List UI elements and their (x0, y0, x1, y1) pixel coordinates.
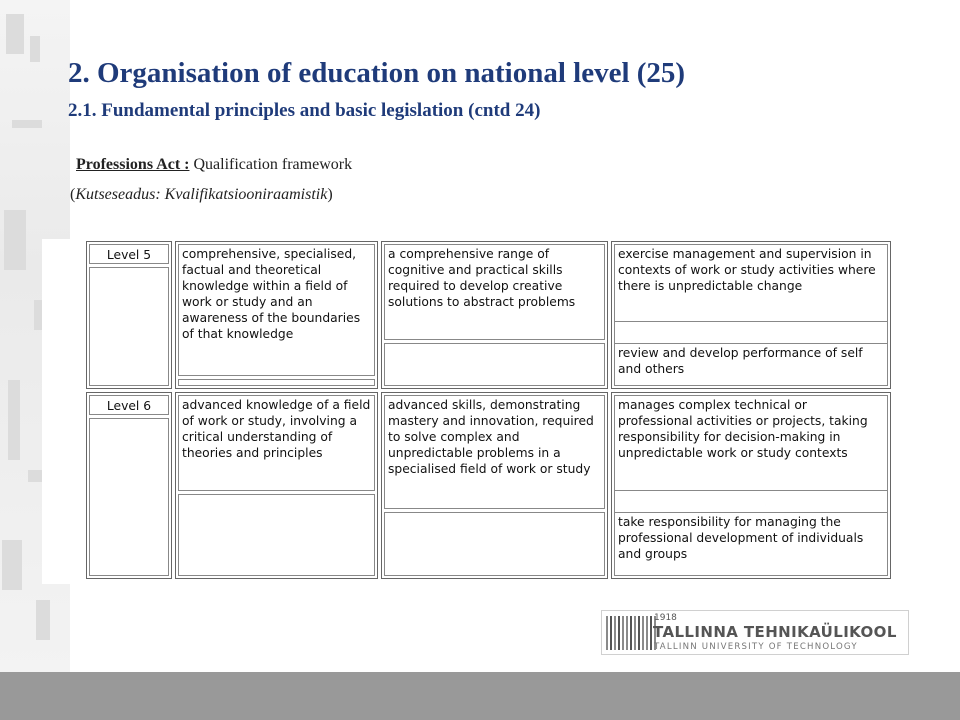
empty-cell (614, 491, 888, 513)
competence-column (611, 241, 891, 389)
qualification-framework-table (42, 239, 898, 584)
knowledge-cell: comprehensive, specialised, factual and theoretical knowledge within a field of work or study and an awareness of the boundaries of that knowledge (178, 244, 375, 376)
empty-cell (614, 322, 888, 344)
empty-cell (89, 267, 169, 386)
original-title: Kutseseadus: Kvalifikatsiooniraamistik (75, 186, 328, 203)
university-logo (601, 610, 909, 655)
empty-cell (178, 379, 375, 386)
act-label: Professions Act : (76, 156, 190, 173)
level-6-row (86, 392, 896, 579)
level-label: Level 5 (89, 244, 169, 264)
level-column (86, 392, 172, 579)
competence-column (611, 392, 891, 579)
knowledge-column (175, 241, 378, 389)
level-label: Level 6 (89, 395, 169, 415)
competence-cell: take responsibility for managing the professional development of individuals and groups (614, 513, 888, 576)
original-title-line (70, 186, 333, 204)
level-5-row (86, 241, 896, 389)
competence-cell: review and develop performance of self and others (614, 344, 888, 386)
competence-cell: exercise management and supervision in contexts of work or study activities where there is unpredictable change (614, 244, 888, 322)
skills-cell: a comprehensive range of cognitive and practical skills required to develop creative solutions to abstract problems (384, 244, 605, 340)
competence-cell: manages complex technical or professional activities or projects, taking responsibility for decision-making in unpredictable work or study contexts (614, 395, 888, 491)
slide-title: 2. Organisation of education on national level (25) (68, 57, 686, 89)
logo-bars-icon (606, 616, 656, 650)
level-column (86, 241, 172, 389)
act-text: Qualification framework (189, 156, 353, 173)
knowledge-column (175, 392, 378, 579)
slide-subtitle: 2.1. Fundamental principles and basic legislation (cntd 24) (68, 100, 541, 121)
skills-column (381, 392, 608, 579)
empty-cell (178, 494, 375, 576)
skills-column (381, 241, 608, 389)
logo-year: 1918 (654, 613, 677, 623)
empty-cell (384, 343, 605, 386)
intro-line (68, 156, 352, 174)
knowledge-cell: advanced knowledge of a field of work or study, involving a critical understanding of theories and principles (178, 395, 375, 491)
empty-cell (89, 418, 169, 576)
footer-bar (0, 672, 960, 720)
logo-name: TALLINNA TEHNIKAÜLIKOOL (653, 623, 897, 641)
skills-cell: advanced skills, demonstrating mastery and innovation, required to solve complex and unpredictable problems in a specialised field of work or study (384, 395, 605, 509)
empty-cell (384, 512, 605, 576)
paren-close: ) (327, 186, 333, 203)
logo-name-english: TALLINN UNIVERSITY OF TECHNOLOGY (654, 642, 858, 652)
paren-open: ( (70, 186, 76, 203)
